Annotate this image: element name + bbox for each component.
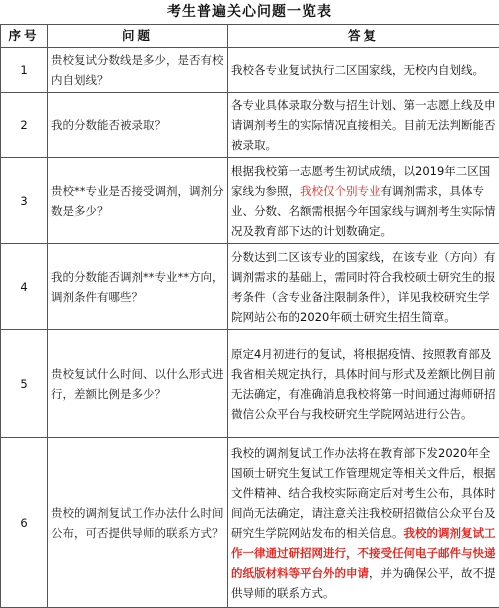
row-num: 1 [1, 48, 48, 93]
row-question: 我的分数能否被录取？ [48, 93, 228, 158]
header-question: 问题 [48, 25, 228, 48]
answer-text: 根据我校第一志愿考生初试成绩，以2019年二区国家线为参照， [231, 164, 490, 198]
answer-text: 我校的调剂复试工作办法将在教育部下发2020年全国硕士研究生复试工作管理规定等相关文件后，根据文件精神、结合我校实际商定后对考生公布，具体时间尚无法确定，请注意关注我校研招微信公众平台及研究生学院网站发布的相关信息。 [231, 446, 496, 540]
table-row [1, 244, 499, 330]
faq-table [0, 24, 499, 608]
header-row [1, 25, 499, 48]
table-row [1, 438, 499, 608]
row-question: 我的分数能否调剂**专业**方向，调剂条件有哪些？ [48, 244, 228, 330]
answer-text: 有调剂需求，具体专业、分数、名额需根据今年国家线与调剂考生实际情况及教育部下达的计划数确定。 [231, 184, 496, 238]
answer-text: ，并为确保公平，故不提供导师的联系方式。 [231, 566, 496, 600]
table-row [1, 330, 499, 438]
row-question: 贵校的调剂复试工作办法什么时间公布，可否提供导师的联系方式？ [48, 438, 228, 608]
row-num: 3 [1, 158, 48, 244]
row-question: 贵校复试什么时间、以什么形式进行，差额比例是多少？ [48, 330, 228, 438]
row-question: 贵校复试分数线是多少，是否有校内自划线？ [48, 48, 228, 93]
table-row [1, 48, 499, 93]
answer-highlight: 我校的调剂复试工作一律通过研招网进行，不接受任何电子邮件与快递的纸版材料等平台外的申请 [231, 526, 496, 580]
row-answer: 各专业具体录取分数与招生计划、第一志愿上线及申请调剂考生的实际情况直接相关。目前无法判断能否被录取。 [228, 93, 499, 158]
row-answer: 分数达到二区该专业的国家线，在该专业（方向）有调剂需求的基础上，需同时符合我校硕士研究生的报考条件（含专业备注限制条件），详见我校研究生学院网站公布的2020年硕士研究生招生简章。 [228, 244, 499, 330]
row-answer [228, 438, 499, 608]
answer-highlight: 我校仅个别专业 [300, 184, 381, 198]
page-title: 考生普遍关心问题一览表 [0, 0, 499, 24]
header-num: 序号 [1, 25, 48, 48]
row-num: 4 [1, 244, 48, 330]
row-answer [228, 158, 499, 244]
row-answer: 我校各专业复试执行二区国家线，无校内自划线。 [228, 48, 499, 93]
row-question: 贵校**专业是否接受调剂，调剂分数是多少？ [48, 158, 228, 244]
table-row [1, 158, 499, 244]
table-row [1, 93, 499, 158]
header-answer: 答复 [228, 25, 499, 48]
row-num: 2 [1, 93, 48, 158]
row-answer: 原定4月初进行的复试，将根据疫情、按照教育部及我省相关规定执行，具体时间与形式及差额比例目前无法确定，有准确消息我校将第一时间通过海师研招微信公众平台与我校研究生学院网站进行公告。 [228, 330, 499, 438]
row-num: 5 [1, 330, 48, 438]
row-num: 6 [1, 438, 48, 608]
